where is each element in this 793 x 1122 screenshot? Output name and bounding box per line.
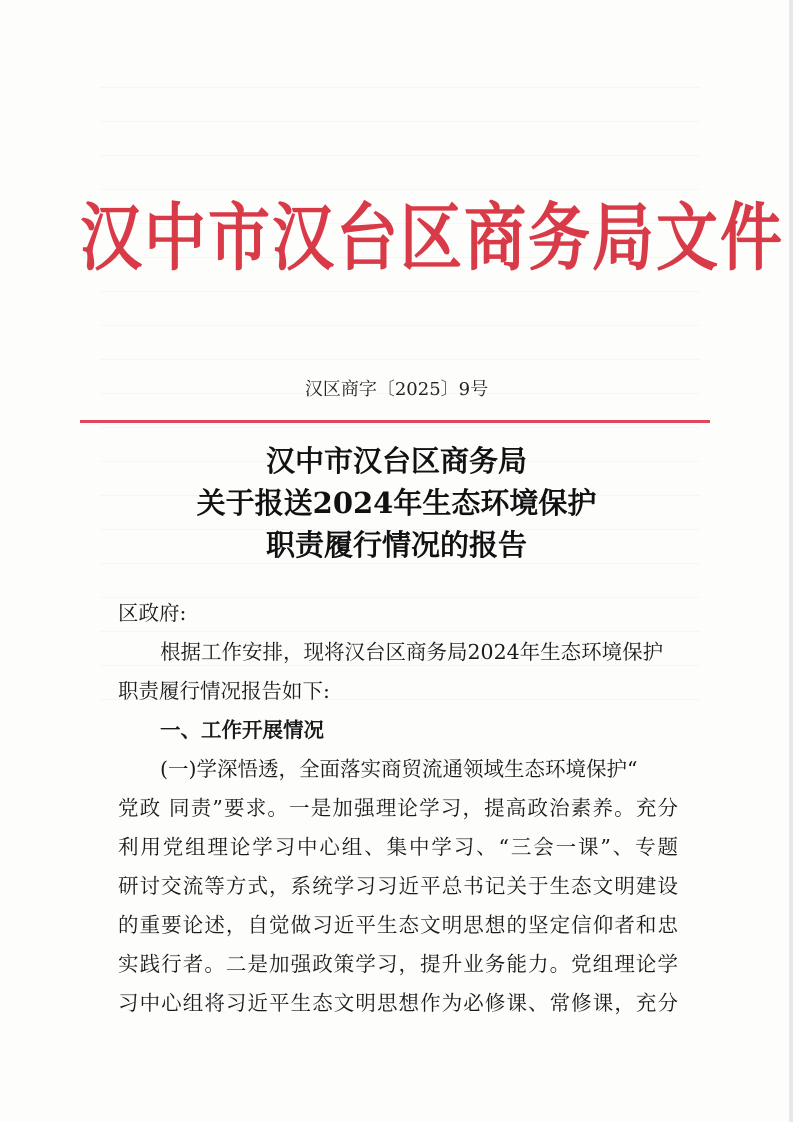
red-divider-line (80, 420, 710, 423)
title-line-3: 职责履行情况的报告 (265, 528, 527, 562)
section-heading: 一、工作开展情况 (160, 718, 324, 742)
title-line-2: 关于报送2024年生态环境保护 (196, 486, 597, 520)
paragraph-line: 职责履行情况报告如下: (118, 679, 330, 703)
report-title (0, 440, 793, 566)
paragraph-line: (一)学深悟透，全面落实商贸流通领域生态环境保护“ (160, 757, 638, 781)
report-body (118, 594, 678, 1023)
paragraph-line: 党政 同责”要求。一是加强理论学习，提高政治素养。充分 (118, 796, 678, 820)
salutation: 区政府: (118, 601, 187, 625)
scan-edge-shadow (789, 0, 793, 1122)
paragraph-line: 实践行者。二是加强政策学习，提升业务能力。党组理论学 (118, 952, 678, 976)
document-masthead: 汉中市汉台区商务局文件 (80, 194, 785, 281)
paragraph-line: 研讨交流等方式，系统学习习近平总书记关于生态文明建设 (118, 874, 678, 898)
paragraph-line: 根据工作安排，现将汉台区商务局2024年生态环境保护 (160, 640, 664, 664)
document-number: 汉区商字〔2025〕9号 (304, 379, 489, 400)
title-line-1: 汉中市汉台区商务局 (265, 444, 527, 478)
paragraph-line: 习中心组将习近平生态文明思想作为必修课、常修课，充分 (118, 991, 678, 1015)
paragraph-line: 的重要论述，自觉做习近平生态文明思想的坚定信仰者和忠 (118, 913, 678, 937)
paragraph-line: 利用党组理论学习中心组、集中学习、“三会一课”、专题 (118, 835, 678, 859)
